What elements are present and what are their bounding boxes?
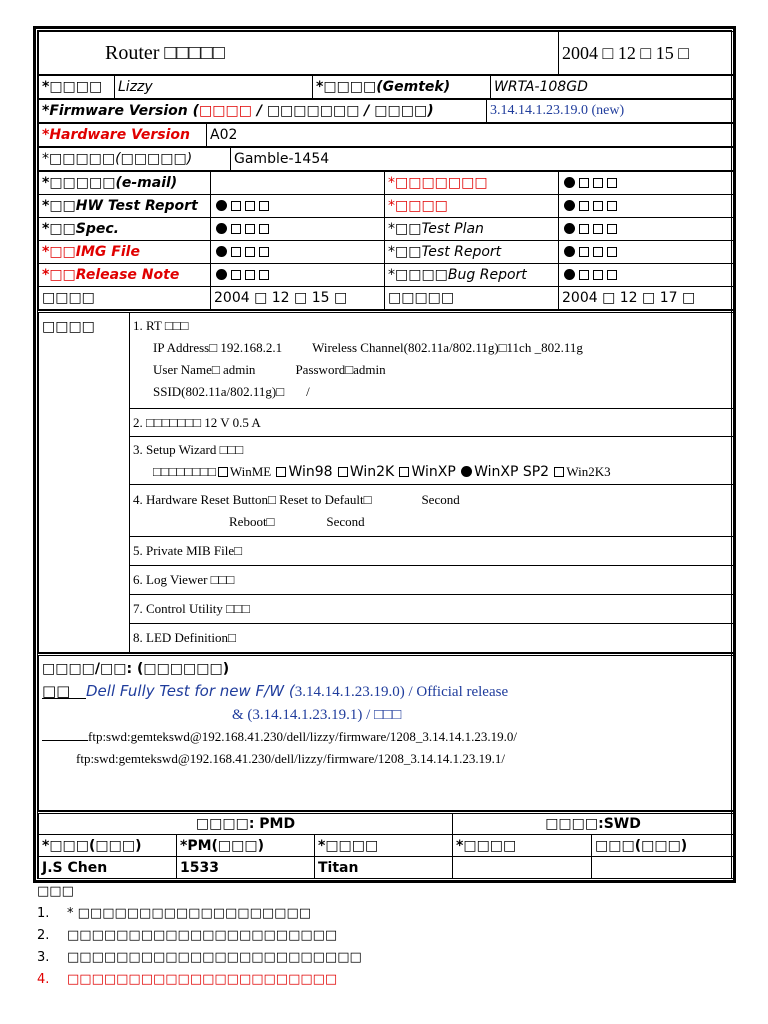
filled-bullet-icon [564,269,575,280]
date-left-label: □□□□ [39,287,211,310]
check-test-report[interactable] [559,241,734,264]
checkbox-icon [607,270,617,280]
form [37,30,732,879]
model-label: *□□□□(Gemtek) [313,76,491,99]
signoff-left-header: □□□□: PMD [39,813,453,835]
check-label-test-report: *□□Test Report [385,241,559,264]
checkbox-icon[interactable] [338,467,348,477]
firmware-label: *Firmware Version (□□□□ / □□□□□□□ / □□□□) [39,100,487,123]
check-label-spec: *□□Spec. [39,218,211,241]
signoff-col-2: *□□□□ [315,835,453,857]
check-label-release-note: *□□Release Note [39,264,211,287]
check-spec[interactable] [211,218,385,241]
filled-bullet-icon [216,223,227,234]
signoff-col-3: *□□□□ [453,835,592,857]
checkbox-icon [579,270,589,280]
hardware-value: A02 [207,124,734,147]
checkbox-icon[interactable] [218,467,228,477]
signoff-value-1: 1533 [177,857,315,879]
notes-title: □□□ [37,884,74,899]
remarks-line-2: & (3.14.14.1.23.19.1) / □□□ [232,707,402,723]
remarks-table [38,653,734,811]
checkbox-icon [245,247,255,257]
check-test-plan[interactable] [559,218,734,241]
checkbox-icon [593,201,603,211]
date-left-value: 2004 □ 12 □ 15 □ [211,287,385,310]
checkbox-icon [579,178,589,188]
date-right-value: 2004 □ 12 □ 17 □ [559,287,734,310]
signoff-value-4 [592,857,734,879]
signoff-col-4: □□□(□□□) [592,835,734,857]
checkbox-icon [231,224,241,234]
filled-bullet-icon [564,223,575,234]
check-hw-test-report[interactable] [211,195,385,218]
checkbox-icon [593,224,603,234]
checkbox-icon [579,247,589,257]
firmware-value: 3.14.14.1.23.19.0 (new) [487,100,734,123]
code-value: Gamble-1454 [231,148,734,171]
checks-table [38,171,734,310]
check-right-0[interactable] [559,195,734,218]
checkbox-icon [259,270,269,280]
rt-ip-line: IP Address□ 192.168.2.1 Wireless Channel(802.11a/802.11g)□11ch _802.11g [153,340,583,355]
info-table [38,75,734,99]
settings-item-8: 8. LED Definition□ [130,624,734,653]
note-item-1: 1. * □□□□□□□□□□□□□□□□□□□ [37,906,312,921]
filled-bullet-icon [216,246,227,257]
checkbox-icon[interactable] [554,467,564,477]
remarks-title: □□□□/□□: (□□□□□□) [42,661,230,677]
fw-table [38,99,734,123]
email-value [211,172,385,195]
checkbox-icon [245,270,255,280]
signoff-value-2: Titan [315,857,453,879]
checkbox-icon [231,270,241,280]
check-bug-report[interactable] [559,264,734,287]
checkbox-icon [607,247,617,257]
settings-item-4 [130,485,734,537]
urgent-label: *□□□□□□□ [385,172,559,195]
rt-title: 1. RT □□□ [133,318,189,333]
settings-table [38,310,734,653]
setup-wizard-os-line: □□□□□□□□ WinME Win98 Win2K WinXP WinXP SP2 Win2K3 [153,463,611,480]
checkbox-icon [231,201,241,211]
filled-bullet-icon[interactable] [461,466,472,477]
settings-item-6: 6. Log Viewer □□□ [130,566,734,595]
setup-wizard-title: 3. Setup Wizard □□□ [133,441,244,457]
checkbox-icon[interactable] [399,467,409,477]
note-item-3: 3. □□□□□□□□□□□□□□□□□□□□□□□□ [37,950,362,965]
title-table [38,31,734,75]
hw-table [38,123,734,147]
checkbox-icon [245,224,255,234]
checkbox-icon [259,201,269,211]
check-label-hw-test-report: *□□HW Test Report [39,195,211,218]
hardware-label: *Hardware Version [39,124,207,147]
form-title: Router □□□□□ [39,32,559,75]
signoff-table [38,811,734,879]
code-table [38,147,734,171]
checkbox-icon [579,201,589,211]
reset-line: 4. Hardware Reset Button□ Reset to Default□ Second [133,491,460,507]
check-label-bug-report: *□□□□Bug Report [385,264,559,287]
applicant-label: *□□□□ [39,76,115,99]
check-label-test-plan: *□□Test Plan [385,218,559,241]
note-item-4: 4. □□□□□□□□□□□□□□□□□□□□□□ [37,972,338,987]
rt-ssid-line: SSID(802.11a/802.11g)□ / [153,384,310,399]
note-item-2: 2. □□□□□□□□□□□□□□□□□□□□□□ [37,928,338,943]
applicant-value: Lizzy [115,76,313,99]
checkbox-icon [607,224,617,234]
ftp-link-2[interactable]: ftp:swd:gemtekswd@192.168.41.230/dell/lizzy/firmware/1208_3.14.14.1.23.19.1/ [76,751,505,766]
signoff-col-1: *PM(□□□) [177,835,315,857]
signoff-value-3 [453,857,592,879]
signoff-col-0: *□□□(□□□) [39,835,177,857]
signoff-right-header: □□□□:SWD [453,813,734,835]
filled-bullet-icon [564,200,575,211]
rt-login-line: User Name□ admin Password□admin [153,362,386,377]
settings-label: □□□□ [39,312,130,653]
checkbox-icon[interactable] [276,467,286,477]
remarks-cell [39,655,734,811]
filled-bullet-icon [564,246,575,257]
remarks-line-1: □□ Dell Fully Test for new F/W (3.14.14.1.23.19.0) / Official release [42,682,509,700]
checkbox-icon [245,201,255,211]
settings-item-5: 5. Private MIB File□ [130,537,734,566]
settings-item-7: 7. Control Utility □□□ [130,595,734,624]
reboot-line: Reboot□ Second [229,513,365,529]
filled-bullet-icon [216,269,227,280]
ftp-link-1[interactable]: ftp:swd:gemtekswd@192.168.41.230/dell/lizzy/firmware/1208_3.14.14.1.23.19.0/ [42,726,730,748]
email-label: *□□□□□(e-mail) [39,172,211,195]
checkbox-icon [593,178,603,188]
check-img-file[interactable] [211,241,385,264]
form-date: 2004 □ 12 □ 15 □ [559,32,734,75]
model-value: WRTA-108GD [491,76,734,99]
filled-bullet-icon [564,177,575,188]
date-right-label: □□□□□ [385,287,559,310]
check-release-note[interactable] [211,264,385,287]
checkbox-icon [231,247,241,257]
checkbox-icon [593,270,603,280]
checkbox-icon [259,224,269,234]
urgent-checkbox[interactable] [559,172,734,195]
settings-item-3 [130,437,734,485]
check-label-right-0: *□□□□ [385,195,559,218]
check-label-img-file: *□□IMG File [39,241,211,264]
signoff-value-0: J.S Chen [39,857,177,879]
settings-item-1 [130,312,734,409]
checkbox-icon [579,224,589,234]
filled-bullet-icon [216,200,227,211]
checkbox-icon [607,201,617,211]
checkbox-icon [259,247,269,257]
checkbox-icon [607,178,617,188]
code-label: *□□□□□(□□□□□) [39,148,231,171]
checkbox-icon [593,247,603,257]
settings-item-2: 2. □□□□□□□ 12 V 0.5 A [130,409,734,437]
